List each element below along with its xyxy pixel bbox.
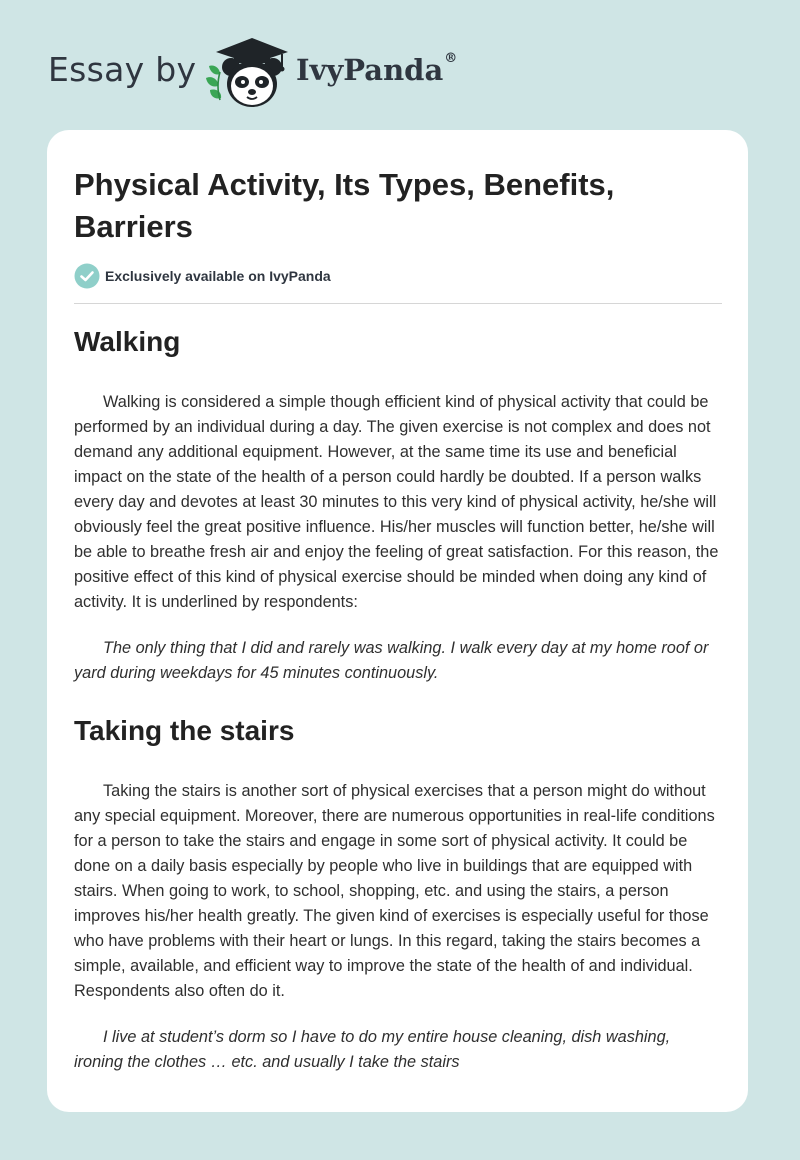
site-header: [0, 0, 800, 130]
exclusive-badge-text: Exclusively available on IvyPanda: [105, 268, 331, 284]
check-circle-icon: [74, 263, 100, 289]
essay-by-label: Essay by: [48, 50, 197, 89]
title-divider: [74, 303, 722, 304]
respondent-quote: I live at student’s dorm so I have to do my entire house cleaning, dish washing, ironing the clothes … etc. and usually I take the stairs: [74, 1028, 671, 1071]
essay-card: [47, 130, 748, 1112]
panda-graduate-logo-icon[interactable]: [200, 34, 292, 110]
section-taking-the-stairs: [74, 709, 722, 1075]
section-heading: Taking the stairs: [74, 715, 295, 746]
section-heading: Walking: [74, 326, 181, 357]
essay-content: [74, 320, 722, 1075]
section-paragraph: Taking the stairs is another sort of physical exercises that a person might do without any special equipment. Moreover, there are numerous opportunities in real-life conditions for a person to take the stairs and engage in some sort of physical activity. It could be done on a daily basis especially by people who live in buildings that are equipped with stairs. When going to work, to school, shopping, etc. and using the stairs, a person improves his/her health greatly. The given kind of exercises is especially useful for those who have problems with their heart or lungs. In this regard, taking the stairs becomes a simple, available, and efficient way to improve the state of the health of and individual. Respondents also often do it.: [74, 782, 715, 1000]
essay-title: Physical Activity, Its Types, Benefits, Barriers: [74, 167, 615, 244]
brand-name-text: IvyPanda: [296, 53, 444, 87]
respondent-quote: The only thing that I did and rarely was walking. I walk every day at my home roof or yard during weekdays for 45 minutes continuously.: [74, 639, 709, 682]
registered-mark: ®: [444, 51, 458, 66]
exclusive-badge: [74, 263, 331, 289]
section-paragraph: Walking is considered a simple though efficient kind of physical activity that could be performed by an individual during a day. The given exercise is not complex and does not demand any additional equipment. However, at the same time its use and beneficial impact on the state of the health of a person could hardly be doubted. If a person walks every day and devotes at least 30 minutes to this very kind of physical activity, he/she will obviously feel the great positive influence. His/her muscles will function better, he/she will be able to breathe fresh air and enjoy the feeling of great satisfaction. For this reason, the positive effect of this kind of physical exercise should be minded when doing any kind of activity. It is underlined by respondents:: [74, 393, 719, 611]
section-walking: [74, 320, 722, 686]
brand-name[interactable]: [296, 53, 457, 87]
